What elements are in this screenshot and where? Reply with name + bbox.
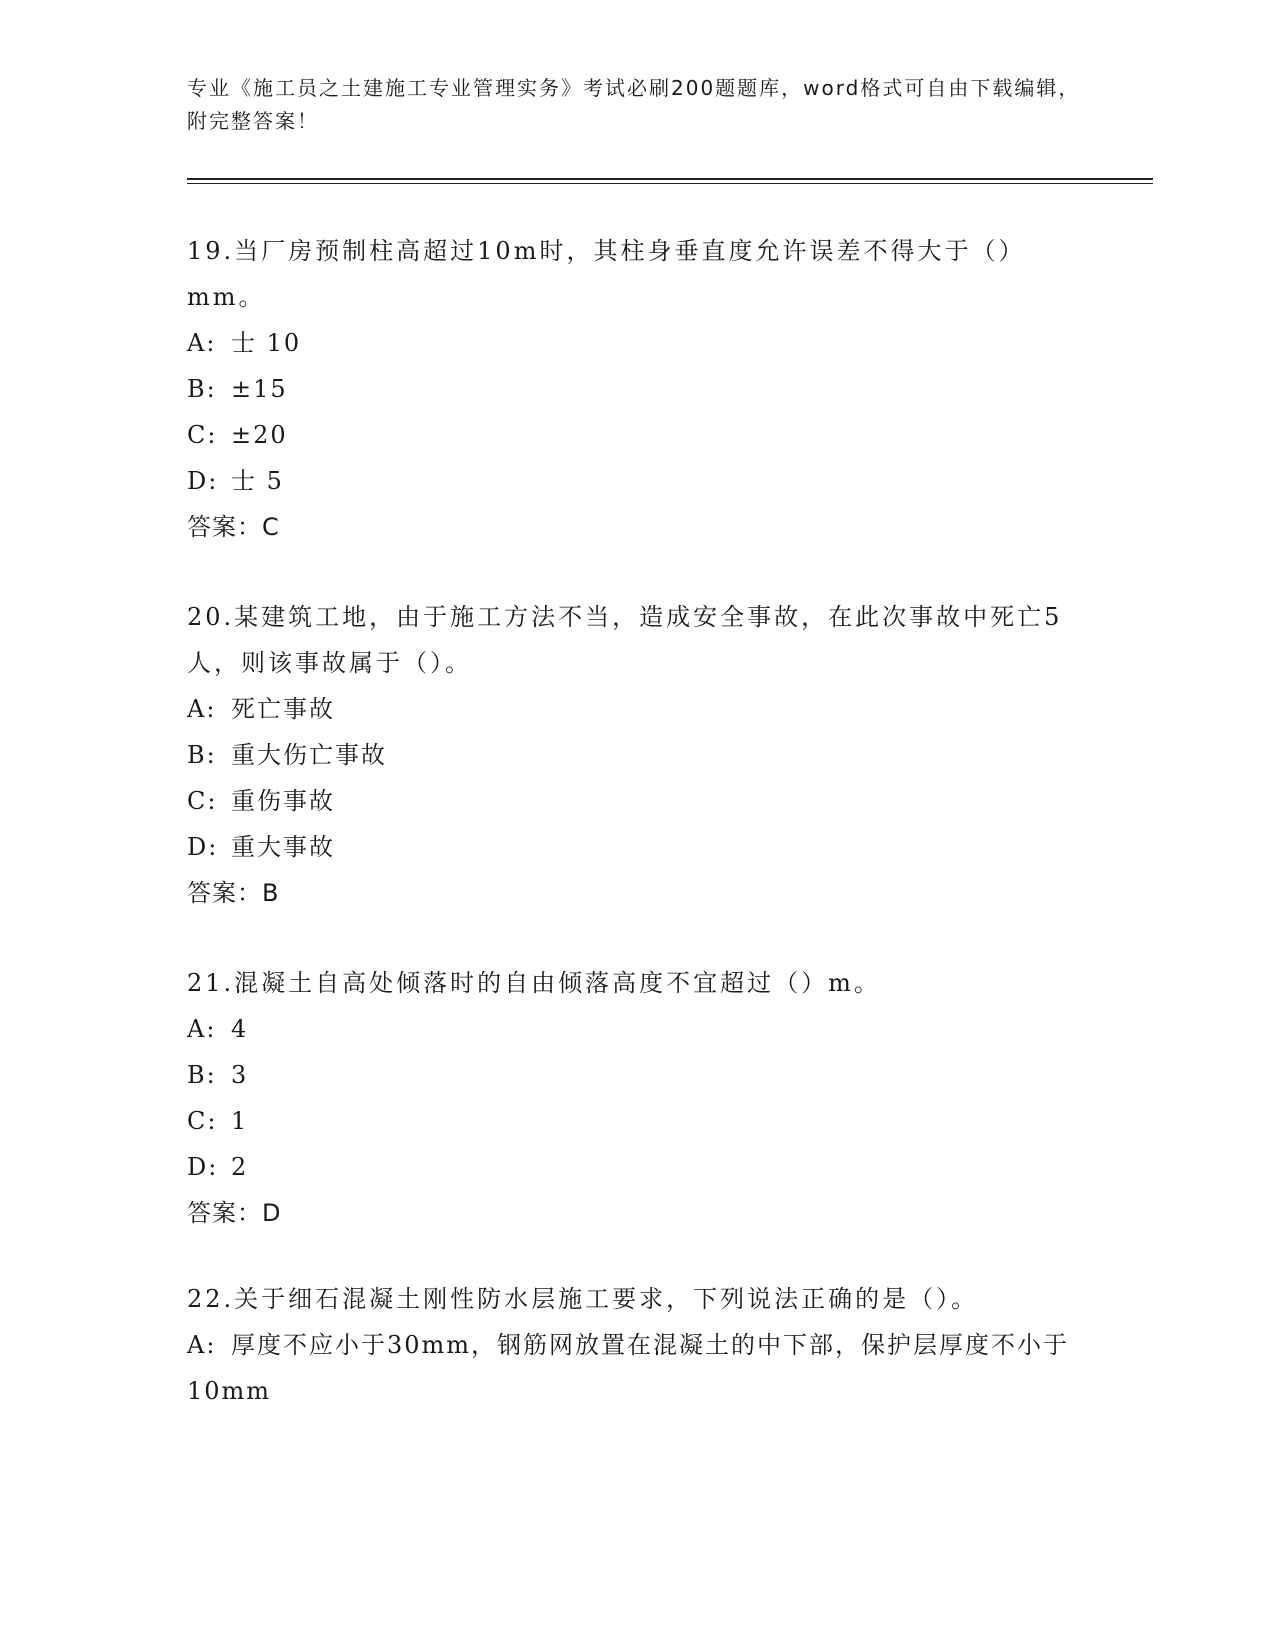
option-text: 士 10 — [231, 329, 302, 357]
option-key: B: — [187, 1061, 217, 1089]
option-key: A: — [187, 695, 217, 723]
option-key: B: — [187, 375, 217, 403]
header-divider-thin — [187, 183, 1153, 184]
option-text: ±20 — [231, 421, 288, 449]
option-key: D: — [187, 467, 219, 495]
option-d — [187, 824, 1087, 870]
answer-line: 答案：D — [187, 1199, 282, 1227]
option-text: 重大伤亡事故 — [231, 741, 387, 769]
option-c — [187, 412, 1087, 458]
option-text: 重大事故 — [231, 833, 335, 861]
option-c — [187, 778, 1087, 824]
option-text: 2 — [231, 1153, 249, 1181]
option-key: B: — [187, 741, 217, 769]
option-b — [187, 732, 1087, 778]
option-key: A: — [187, 329, 217, 357]
question-stem: 20.某建筑工地，由于施工方法不当，造成安全事故，在此次事故中死亡5人，则该事故属于（）。 — [187, 603, 1063, 677]
option-a — [187, 1006, 1087, 1052]
option-b — [187, 366, 1087, 412]
option-key: A: — [187, 1331, 217, 1359]
option-d — [187, 1144, 1087, 1190]
question-21 — [187, 960, 1087, 1236]
option-d — [187, 458, 1087, 504]
question-22 — [187, 1276, 1087, 1414]
option-a — [187, 686, 1087, 732]
option-text: ±15 — [231, 375, 288, 403]
option-key: A: — [187, 1015, 217, 1043]
option-text: 重伤事故 — [231, 787, 335, 815]
option-key: C: — [187, 1107, 218, 1135]
option-b — [187, 1052, 1087, 1098]
option-text: 4 — [231, 1015, 249, 1043]
option-c — [187, 1098, 1087, 1144]
option-key: C: — [187, 421, 218, 449]
option-key: D: — [187, 1153, 219, 1181]
answer-line: 答案：C — [187, 513, 280, 541]
option-text: 1 — [231, 1107, 249, 1135]
question-20 — [187, 594, 1087, 916]
question-stem: 21.混凝土自高处倾落时的自由倾落高度不宜超过（）m。 — [187, 969, 881, 997]
document-header: 专业《施工员之土建施工专业管理实务》考试必刷200题题库，word格式可自由下载编辑，附完整答案！ — [187, 76, 1081, 133]
option-key: C: — [187, 787, 218, 815]
question-stem: 19.当厂房预制柱高超过10m时，其柱身垂直度允许误差不得大于（）mm。 — [187, 237, 1026, 311]
answer-line: 答案：B — [187, 879, 280, 907]
option-text: 死亡事故 — [231, 695, 335, 723]
option-a — [187, 1322, 1087, 1414]
header-divider-thick — [187, 178, 1153, 180]
option-a — [187, 320, 1087, 366]
question-19 — [187, 228, 1087, 550]
question-stem: 22.关于细石混凝土刚性防水层施工要求，下列说法正确的是（）。 — [187, 1285, 979, 1313]
option-key: D: — [187, 833, 219, 861]
option-text: 士 5 — [231, 467, 284, 495]
option-text: 3 — [231, 1061, 249, 1089]
option-text: 厚度不应小于30mm，钢筋网放置在混凝土的中下部，保护层厚度不小于10mm — [187, 1331, 1070, 1405]
